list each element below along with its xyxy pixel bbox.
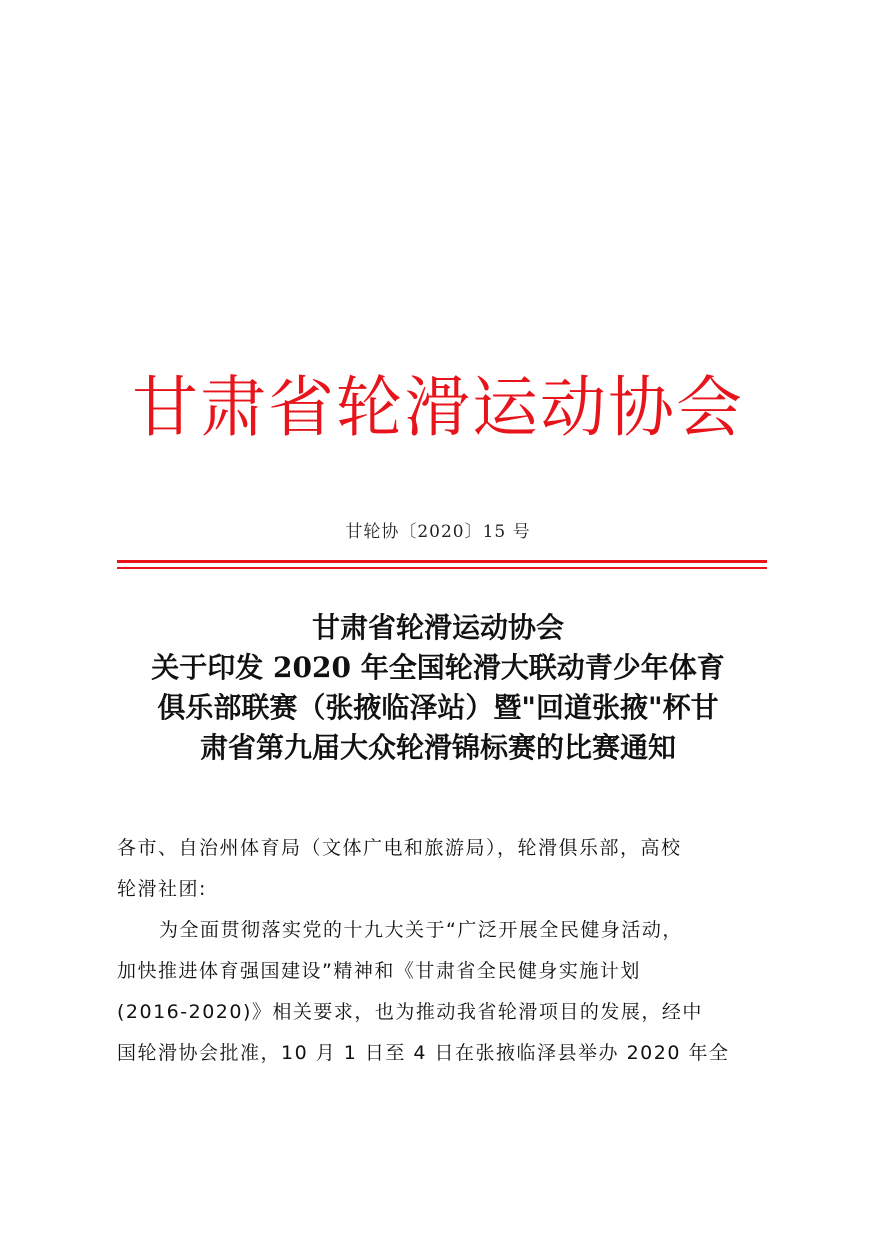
body-paragraph — [117, 910, 772, 1074]
title-line: 肃省第九届大众轮滑锦标赛的比赛通知 — [199, 731, 676, 764]
title-line: 关于印发 2020 年全国轮滑大联动青少年体育 — [151, 651, 725, 684]
salutation-line: 各市、自治州体育局（文体广电和旅游局），轮滑俱乐部，高校 — [117, 837, 682, 859]
paragraph-line: 为全面贯彻落实党的十九大关于“广泛开展全民健身活动， — [159, 919, 683, 941]
red-divider-thin — [117, 567, 767, 569]
salutation — [117, 828, 772, 910]
salutation-line: 轮滑社团: — [117, 878, 207, 900]
notice-title — [100, 608, 776, 768]
notice-body — [117, 828, 772, 1074]
title-line: 甘肃省轮滑运动协会 — [311, 611, 564, 644]
paragraph-line: 加快推进体育强国建设”精神和《甘肃省全民健身实施计划 — [117, 960, 641, 982]
paragraph-line: (2016-2020)》相关要求，也为推动我省轮滑项目的发展，经中 — [117, 1001, 703, 1023]
document-number: 甘轮协〔2020〕15 号 — [345, 522, 531, 542]
organization-header: 甘肃省轮滑运动协会 — [132, 369, 744, 446]
red-divider-thick — [117, 560, 767, 563]
paragraph-line: 国轮滑协会批准，10 月 1 日至 4 日在张掖临泽县举办 2020 年全 — [117, 1042, 730, 1064]
title-line: 俱乐部联赛（张掖临泽站）暨"回道张掖"杯甘 — [157, 691, 719, 724]
